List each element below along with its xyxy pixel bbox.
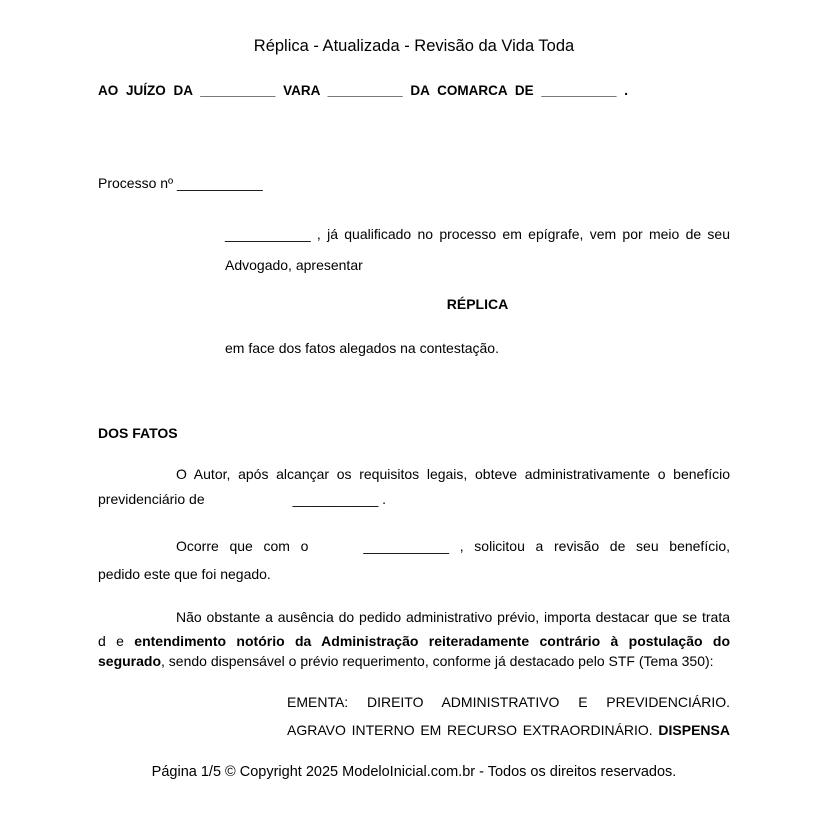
autor-line2-period: .: [382, 491, 387, 507]
ocorre-line1-continuation: , solicitou a revisão de seu benefício,: [459, 538, 730, 554]
autor-paragraph-line2: [98, 490, 730, 508]
dos-fatos-heading: DOS FATOS: [98, 425, 178, 441]
nao-obstante-line3-regular: , sendo dispensável o prévio requerimento, conforme já destacado pelo STF (Tema 350):: [161, 653, 714, 669]
benefit-blank-field: ___________: [292, 491, 379, 507]
em-face-line: em face dos fatos alegados na contestação.: [225, 340, 499, 356]
ocorre-paragraph-line2: pedido este que foi negado.: [98, 566, 271, 582]
document-title: Réplica - Atualizada - Revisão da Vida Toda: [253, 37, 575, 55]
court-address-line: AO JUÍZO DA __________ VARA __________ DA COMARCA DE __________ .: [98, 83, 628, 98]
ementa-quote-line1: EMENTA: DIREITO ADMINISTRATIVO E PREVIDENCIÁRIO.: [287, 694, 730, 710]
nao-obstante-paragraph-line1: Não obstante a ausência do pedido administrativo prévio, importa destacar que se trata: [176, 609, 730, 625]
nao-obstante-paragraph-line3: [98, 652, 730, 670]
ementa-line2-bold: DISPENSA: [658, 722, 730, 738]
qualification-paragraph-line1: ___________ , já qualificado no processo em epígrafe, vem por meio de seu: [225, 226, 730, 242]
ementa-line2-regular: AGRAVO INTERNO EM RECURSO EXTRAORDINÁRIO.: [287, 722, 653, 738]
replica-heading: RÉPLICA: [446, 296, 509, 312]
ementa-quote-line2: [287, 721, 730, 739]
autor-line2-text: previdenciário de: [98, 491, 205, 507]
ocorre-line1-text: Ocorre que com o: [176, 538, 309, 554]
revision-blank-field: ___________: [363, 538, 450, 554]
ocorre-paragraph-line1: [98, 537, 730, 555]
qualification-paragraph-line2: Advogado, apresentar: [225, 257, 363, 273]
process-number-line: Processo nº ___________: [98, 175, 263, 191]
nao-obstante-line2-bold: entendimento notório da Administração reiteradamente contrário à postulação do: [134, 633, 731, 649]
page-footer-copyright: Página 1/5 © Copyright 2025 ModeloInicial.com.br - Todos os direitos reservados.: [151, 764, 677, 780]
nao-obstante-paragraph-line2: [98, 632, 730, 650]
nao-obstante-line2-regular: d e: [98, 633, 124, 649]
nao-obstante-line3-bold: segurado: [98, 653, 162, 669]
autor-paragraph-line1: O Autor, após alcançar os requisitos legais, obteve administrativamente o benefício: [176, 466, 730, 482]
